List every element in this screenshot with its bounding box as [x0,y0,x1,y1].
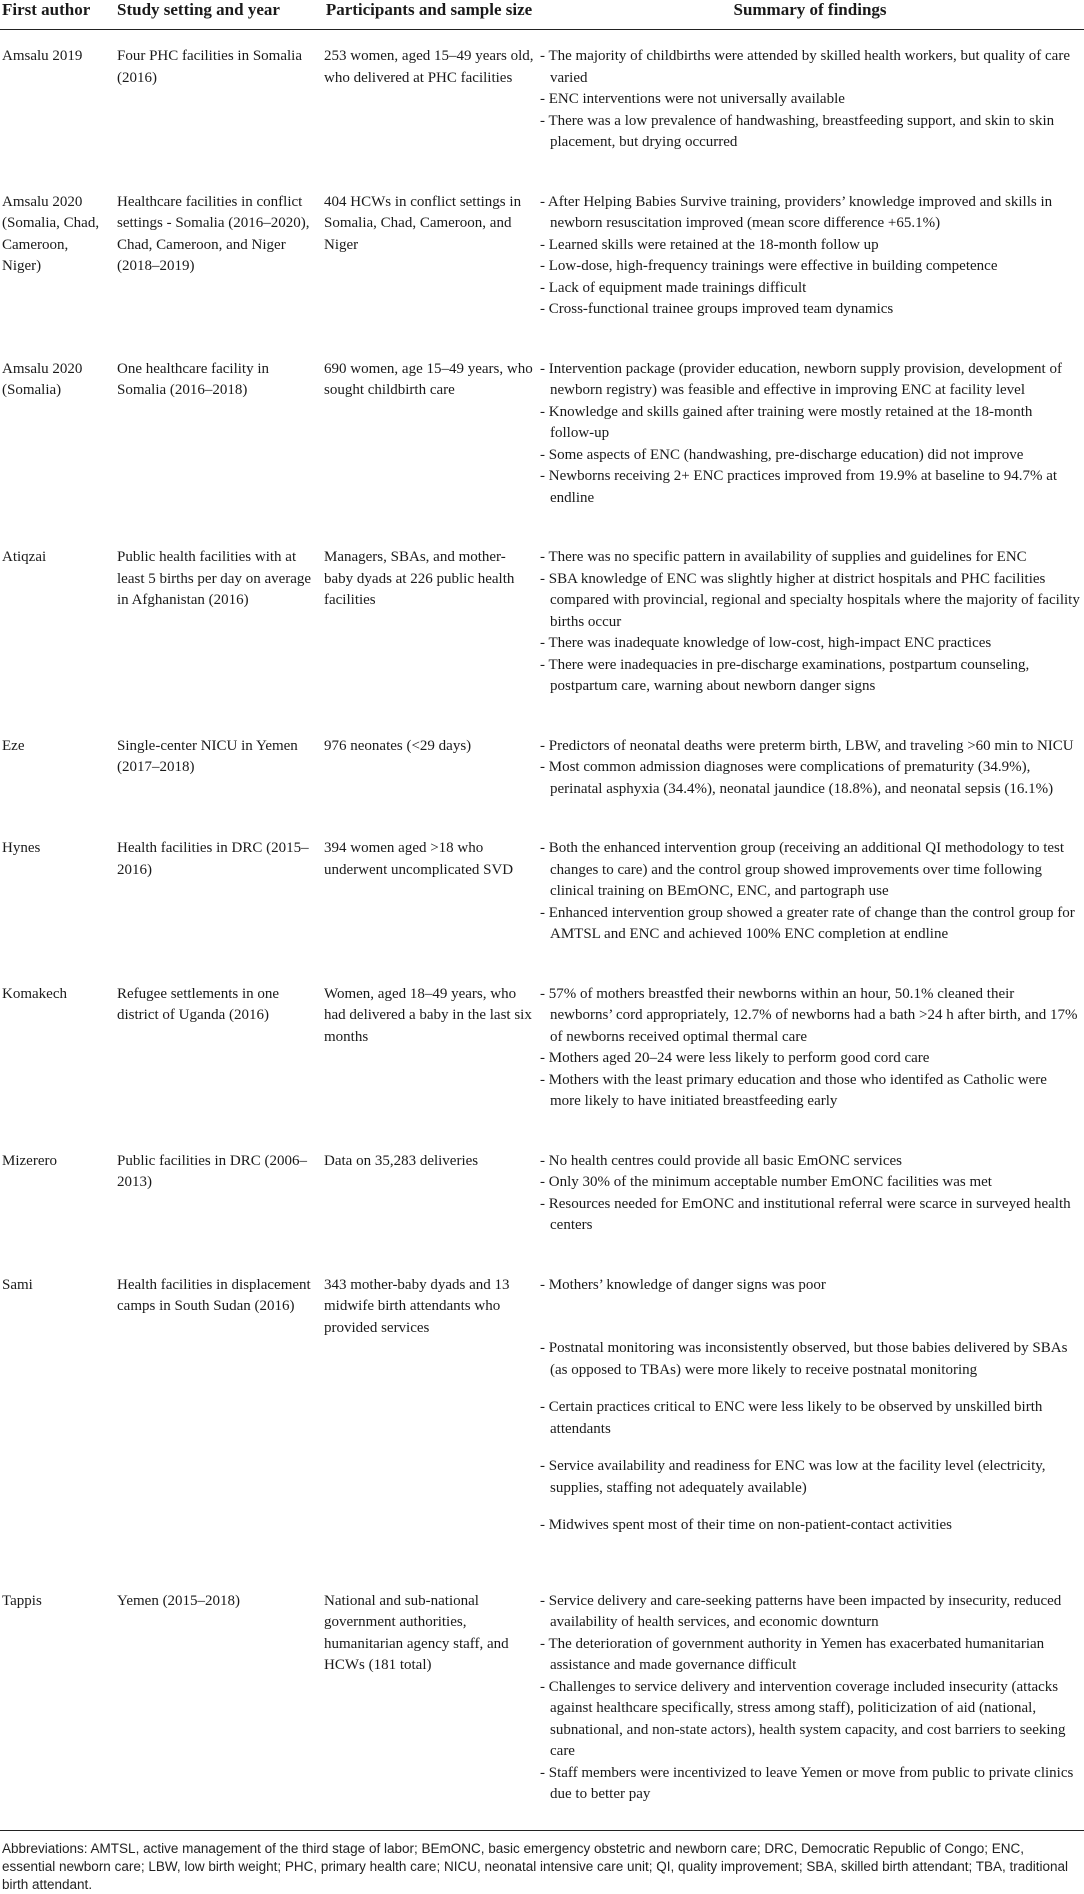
findings-list [540,46,1080,154]
cell-participants: 394 women aged >18 who underwent uncomplicated SVD [324,840,514,878]
finding-item: - Knowledge and skills gained after training were mostly retained at the 18-month follow-up [540,402,1080,445]
finding-item: - ENC interventions were not universally available [540,89,1080,111]
cell-findings [538,964,1084,1131]
finding-item: - Mothers’ knowledge of danger signs was poor [540,1275,1080,1297]
finding-item: - Postnatal monitoring was inconsistently observed, but those babies delivered by SBAs (as opposed to TBAs) were more likely to receive postnatal monitoring [540,1338,1080,1381]
cell-author: Amsalu 2020 (Somalia, Chad, Cameroon, Niger) [2,193,100,274]
table-row [0,1571,1084,1831]
finding-item: - Mothers with the least primary education and those who identifed as Catholic were more likely to have initiated breastfeeding early [540,1070,1080,1113]
header-participants: Participants and sample size [322,0,538,30]
cell-participants: 343 mother-baby dyads and 13 midwife birth attendants who provided services [324,1276,510,1336]
cell-findings [538,1131,1084,1255]
finding-item: - Only 30% of the minimum acceptable number EmONC facilities was met [540,1172,1080,1194]
findings-list [540,359,1080,510]
cell-findings [538,30,1084,172]
cell-participants: Managers, SBAs, and mother-baby dyads at 226 public health facilities [324,549,515,608]
finding-item: - Certain practices critical to ENC were less likely to be observed by unskilled birth attendants [540,1397,1080,1440]
cell-participants: 253 women, aged 15–49 years old, who delivered at PHC facilities [324,48,534,86]
cell-findings [538,716,1084,819]
finding-item: - SBA knowledge of ENC was slightly higher at district hospitals and PHC facilities compared with provincial, regional and specialty hospitals where the majority of facility births occur [540,569,1080,634]
table-row [0,818,1084,964]
header-first-author: First author [0,0,115,30]
cell-setting: Single-center NICU in Yemen (2017–2018) [117,737,298,775]
table-row [0,964,1084,1131]
finding-item: - Service availability and readiness for ENC was low at the facility level (electricity, supplies, staffing not adequately available) [540,1456,1080,1499]
cell-findings [538,818,1084,964]
cell-participants: Women, aged 18–49 years, who had delivered a baby in the last six months [324,985,532,1045]
finding-item: - Cross-functional trainee groups improved team dynamics [540,299,1080,321]
table-header [0,0,1084,30]
cell-participants: 976 neonates (<29 days) [324,737,472,754]
findings-list [540,1275,1080,1537]
finding-item: - Midwives spent most of their time on non-patient-contact activities [540,1515,1080,1537]
cell-author: Atiqzai [2,549,47,565]
findings-list [540,736,1080,801]
cell-participants: Data on 35,283 deliveries [324,1152,479,1169]
finding-item: - Low-dose, high-frequency trainings were effective in building competence [540,256,1080,278]
finding-item: - Lack of equipment made trainings difficult [540,278,1080,300]
cell-author: Hynes [2,840,41,856]
table-row [0,172,1084,339]
header-summary: Summary of findings [538,0,1084,30]
findings-list [540,1151,1080,1237]
table-body [0,30,1084,1831]
header-row [0,0,1084,30]
cell-setting: Health facilities in DRC (2015–2016) [117,840,309,878]
finding-item: - There was inadequate knowledge of low-cost, high-impact ENC practices [540,633,1080,655]
table-row [0,716,1084,819]
cell-findings [538,172,1084,339]
finding-item: - The majority of childbirths were attended by skilled health workers, but quality of care varied [540,46,1080,89]
finding-item: - Most common admission diagnoses were complications of prematurity (34.9%), perinatal asphyxia (34.4%), neonatal jaundice (18.8%), and neonatal sepsis (16.1%) [540,757,1080,800]
cell-findings [538,339,1084,528]
finding-item: - Challenges to service delivery and intervention coverage included insecurity (attacks against healthcare specifically, stress among staff), politicization of aid (national, subnational, and non-state actors), health system capacity, and cost barriers to seeking care [540,1677,1080,1763]
cell-author: Amsalu 2019 [2,48,83,64]
finding-item: - After Helping Babies Survive training, providers’ knowledge improved and skills in newborn resuscitation improved (mean score difference +65.1%) [540,192,1080,235]
table-row [0,339,1084,528]
finding-item: - Learned skills were retained at the 18-month follow up [540,235,1080,257]
cell-author: Amsalu 2020 (Somalia) [2,360,83,398]
cell-findings [538,527,1084,716]
findings-list [540,838,1080,946]
findings-list [540,547,1080,698]
table-row [0,527,1084,716]
cell-setting: Public facilities in DRC (2006–2013) [117,1152,307,1190]
cell-setting: Yemen (2015–2018) [115,1571,322,1831]
cell-participants: 690 women, age 15–49 years, who sought childbirth care [324,360,533,398]
finding-item: - No health centres could provide all basic EmONC services [540,1151,1080,1173]
findings-list [540,1591,1080,1806]
cell-setting: Refugee settlements in one district of Uganda (2016) [117,985,280,1023]
cell-author: Mizerero [2,1152,57,1169]
table-row [0,1131,1084,1255]
cell-author: Sami [2,1276,33,1293]
finding-item: - Predictors of neonatal deaths were preterm birth, LBW, and traveling >60 min to NICU [540,736,1080,758]
finding-item: - There were inadequacies in pre-discharge examinations, postpartum counseling, postpartum care, warning about newborn danger signs [540,655,1080,698]
finding-item: - Newborns receiving 2+ ENC practices improved from 19.9% at baseline to 94.7% at endline [540,466,1080,509]
finding-item: - Mothers aged 20–24 were less likely to perform good cord care [540,1048,1080,1070]
cell-findings [538,1255,1084,1571]
table-row [0,1255,1084,1571]
finding-item: - Some aspects of ENC (handwashing, pre-discharge education) did not improve [540,445,1080,467]
cell-author: Tappis [0,1571,115,1831]
finding-item: - Resources needed for EmONC and institutional referral were scarce in surveyed health centers [540,1194,1080,1237]
cell-setting: Healthcare facilities in conflict settings - Somalia (2016–2020), Chad, Cameroon, and Niger (2018–2019) [117,193,310,274]
finding-item: - Both the enhanced intervention group (receiving an additional QI methodology to test changes to care) and the control group showed improvements over time following clinical training on BEmONC, ENC, and partograph use [540,838,1080,903]
finding-item: - There was no specific pattern in availability of supplies and guidelines for ENC [540,547,1080,569]
cell-participants: National and sub-national government authorities, humanitarian agency staff, and HCWs (181 total) [322,1571,538,1831]
header-study-setting: Study setting and year [115,0,322,30]
finding-item: - Staff members were incentivized to leave Yemen or move from public to private clinics due to better pay [540,1763,1080,1806]
finding-item: - There was a low prevalence of handwashing, breastfeeding support, and skin to skin placement, but drying occurred [540,111,1080,154]
cell-setting: One healthcare facility in Somalia (2016–2018) [117,360,270,398]
cell-author: Eze [2,737,25,754]
cell-setting: Public health facilities with at least 5 births per day on average in Afghanistan (2016) [117,549,312,608]
findings-list [540,192,1080,321]
cell-setting: Four PHC facilities in Somalia (2016) [117,48,302,86]
finding-item: - Intervention package (provider education, newborn supply provision, development of newborn registry) was feasible and effective in improving ENC at facility level [540,359,1080,402]
cell-participants: 404 HCWs in conflict settings in Somalia, Chad, Cameroon, and Niger [324,193,522,253]
footnote-abbreviations: Abbreviations: AMTSL, active management of the third stage of labor; BEmONC, basic emergency obstetric and newborn care; DRC, Democratic Republic of Congo; ENC, essential newborn care; LBW, low birth weight; PHC, primary health care; NICU, neonatal intensive care unit; QI, quality improvement; SBA, skilled birth attendant; TBA, traditional birth attendant. [2,1840,1068,1892]
finding-item: - Enhanced intervention group showed a greater rate of change than the control group for AMTSL and ENC and achieved 100% ENC completion at endline [540,903,1080,946]
findings-list [540,984,1080,1113]
finding-item: - Service delivery and care-seeking patterns have been impacted by insecurity, reduced availability of health services, and economic downturn [540,1591,1080,1634]
table-row [0,30,1084,172]
finding-item: - 57% of mothers breastfed their newborns within an hour, 50.1% cleaned their newborns’ cord appropriately, 12.7% of newborns had a bath >24 h after birth, and 17% of newborns received optimal thermal care [540,984,1080,1049]
finding-item: - The deterioration of government authority in Yemen has exacerbated humanitarian assistance and made governance difficult [540,1634,1080,1677]
cell-setting: Health facilities in displacement camps in South Sudan (2016) [117,1276,311,1314]
cell-author: Komakech [2,985,67,1002]
cell-findings [538,1571,1084,1831]
